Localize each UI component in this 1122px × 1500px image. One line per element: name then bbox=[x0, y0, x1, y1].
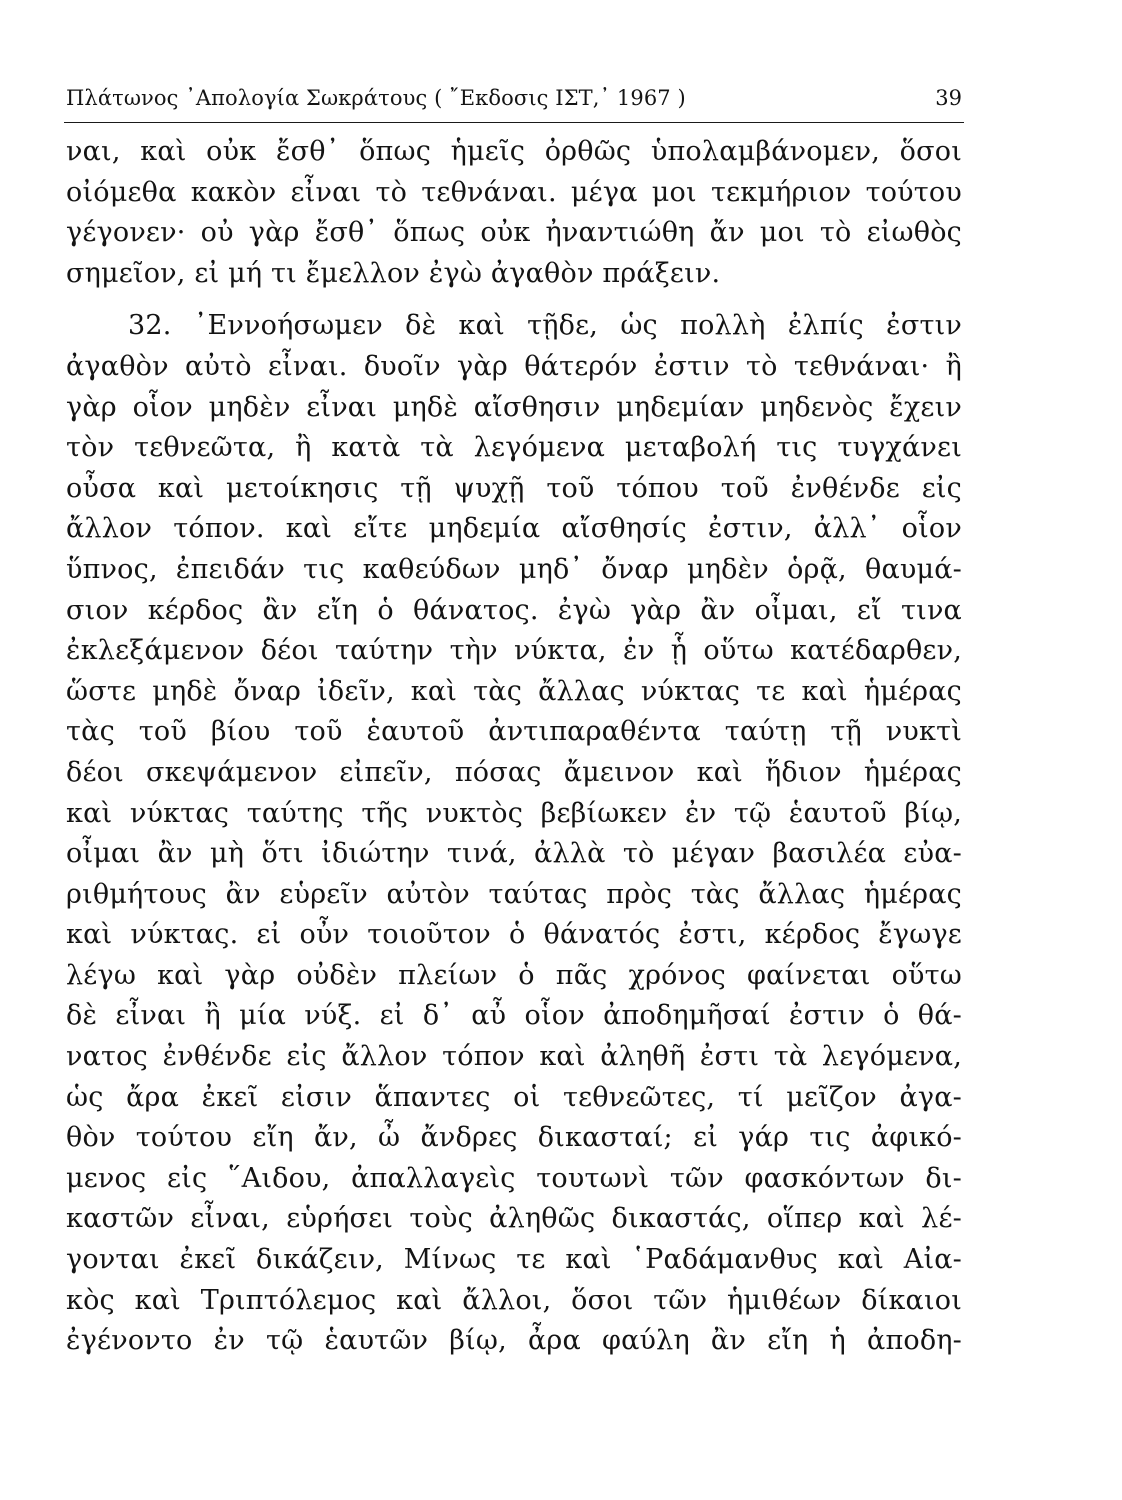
text-line: δέοι σκεψάμενον εἰπεῖν, πόσας ἄμεινον καὶ ἥδιον ἡμέρας bbox=[66, 756, 962, 788]
text-line: καὶ νύκτας. εἰ οὖν τοιοῦτον ὁ θάνατός ἐστι, κέρδος ἔγωγε bbox=[66, 919, 962, 951]
text-line: καστῶν εἶναι, εὑρήσει τοὺς ἀληθῶς δικαστάς, οἵπερ καὶ λέ- bbox=[66, 1203, 962, 1235]
paragraph-1 bbox=[66, 132, 962, 294]
body-text bbox=[66, 132, 962, 1362]
text-line: ὡς ἄρα ἐκεῖ εἰσιν ἅπαντες οἱ τεθνεῶτες, τί μεῖζον ἀγα- bbox=[66, 1081, 962, 1113]
text-line: ὕπνος, ἐπειδάν τις καθεύδων μηδ᾽ ὄναρ μηδὲν ὁρᾷ, θαυμά- bbox=[66, 553, 962, 585]
text-line: σιον κέρδος ἂν εἴη ὁ θάνατος. ἐγὼ γὰρ ἂν οἶμαι, εἴ τινα bbox=[66, 594, 962, 626]
text-line: κὸς καὶ Τριπτόλεμος καὶ ἄλλοι, ὅσοι τῶν ἡμιθέων δίκαιοι bbox=[66, 1284, 962, 1316]
text-line: θὸν τούτου εἴη ἄν, ὦ ἄνδρες δικασταί; εἰ γάρ τις ἀφικό- bbox=[66, 1122, 962, 1154]
text-line: γέγονεν· οὐ γὰρ ἔσθ᾽ ὅπως οὐκ ἠναντιώθη ἄν μοι τὸ εἰωθὸς bbox=[66, 217, 962, 249]
text-line: ἐγένοντο ἐν τῷ ἑαυτῶν βίῳ, ἆρα φαύλη ἂν εἴη ἡ ἀποδη- bbox=[66, 1325, 962, 1357]
text-line: τὸν τεθνεῶτα, ἢ κατὰ τὰ λεγόμενα μεταβολή τις τυγχάνει bbox=[66, 432, 962, 464]
running-header bbox=[66, 84, 962, 114]
text-line: 32. ᾽Εννοήσωμεν δὲ καὶ τῇδε, ὡς πολλὴ ἐλπίς ἐστιν bbox=[128, 310, 962, 342]
text-line: ἀγαθὸν αὐτὸ εἶναι. δυοῖν γὰρ θάτερόν ἐστιν τὸ τεθνάναι· ἢ bbox=[66, 350, 962, 382]
running-header-title: Πλάτωνος ᾽Απολογία Σωκράτους ( ῎Εκδοσις ΙΣΤ,᾽ 1967 ) bbox=[66, 86, 686, 110]
text-line: νατος ἐνθένδε εἰς ἄλλον τόπον καὶ ἀληθῆ ἐστι τὰ λεγόμενα, bbox=[66, 1041, 962, 1073]
text-line: ἄλλον τόπον. καὶ εἴτε μηδεμία αἴσθησίς ἐστιν, ἀλλ᾽ οἷον bbox=[66, 513, 962, 545]
paragraph-32 bbox=[66, 306, 962, 1361]
text-line: σημεῖον, εἰ μή τι ἔμελλον ἐγὼ ἀγαθὸν πράξειν. bbox=[66, 257, 721, 289]
text-line: ἐκλεξάμενον δέοι ταύτην τὴν νύκτα, ἐν ᾗ οὕτω κατέδαρθεν, bbox=[66, 635, 962, 667]
text-line: ναι, καὶ οὐκ ἔσθ᾽ ὅπως ἡμεῖς ὀρθῶς ὑπολαμβάνομεν, ὅσοι bbox=[66, 136, 962, 167]
text-line: γὰρ οἷον μηδὲν εἶναι μηδὲ αἴσθησιν μηδεμίαν μηδενὸς ἔχειν bbox=[66, 391, 962, 423]
text-line: οἶμαι ἂν μὴ ὅτι ἰδιώτην τινά, ἀλλὰ τὸ μέγαν βασιλέα εὐα- bbox=[66, 838, 962, 870]
text-line: οἰόμεθα κακὸν εἶναι τὸ τεθνάναι. μέγα μοι τεκμήριον τούτου bbox=[66, 176, 962, 208]
text-line: μενος εἰς ῞Αιδου, ἀπαλλαγεὶς τουτωνὶ τῶν φασκόντων δι- bbox=[66, 1162, 962, 1194]
text-line: γονται ἐκεῖ δικάζειν, Μίνως τε καὶ ῾Ραδάμανθυς καὶ Αἰα- bbox=[66, 1244, 962, 1276]
page-number: 39 bbox=[935, 86, 962, 110]
text-line: καὶ νύκτας ταύτης τῆς νυκτὸς βεβίωκεν ἐν τῷ ἑαυτοῦ βίῳ, bbox=[66, 797, 962, 829]
paragraph-gap bbox=[66, 294, 962, 306]
text-line: οὖσα καὶ μετοίκησις τῇ ψυχῇ τοῦ τόπου τοῦ ἐνθένδε εἰς bbox=[66, 472, 962, 504]
text-line: τὰς τοῦ βίου τοῦ ἑαυτοῦ ἀντιπαραθέντα ταύτῃ τῇ νυκτὶ bbox=[66, 716, 962, 748]
header-divider bbox=[64, 122, 964, 123]
text-line: ριθμήτους ἂν εὑρεῖν αὐτὸν ταύτας πρὸς τὰς ἄλλας ἡμέρας bbox=[66, 878, 962, 910]
text-line: ὥστε μηδὲ ὄναρ ἰδεῖν, καὶ τὰς ἄλλας νύκτας τε καὶ ἡμέρας bbox=[66, 675, 962, 707]
text-line: δὲ εἶναι ἢ μία νύξ. εἰ δ᾽ αὖ οἷον ἀποδημῆσαί ἐστιν ὁ θά- bbox=[66, 1000, 962, 1032]
text-line: λέγω καὶ γὰρ οὐδὲν πλείων ὁ πᾶς χρόνος φαίνεται οὕτω bbox=[66, 959, 962, 991]
